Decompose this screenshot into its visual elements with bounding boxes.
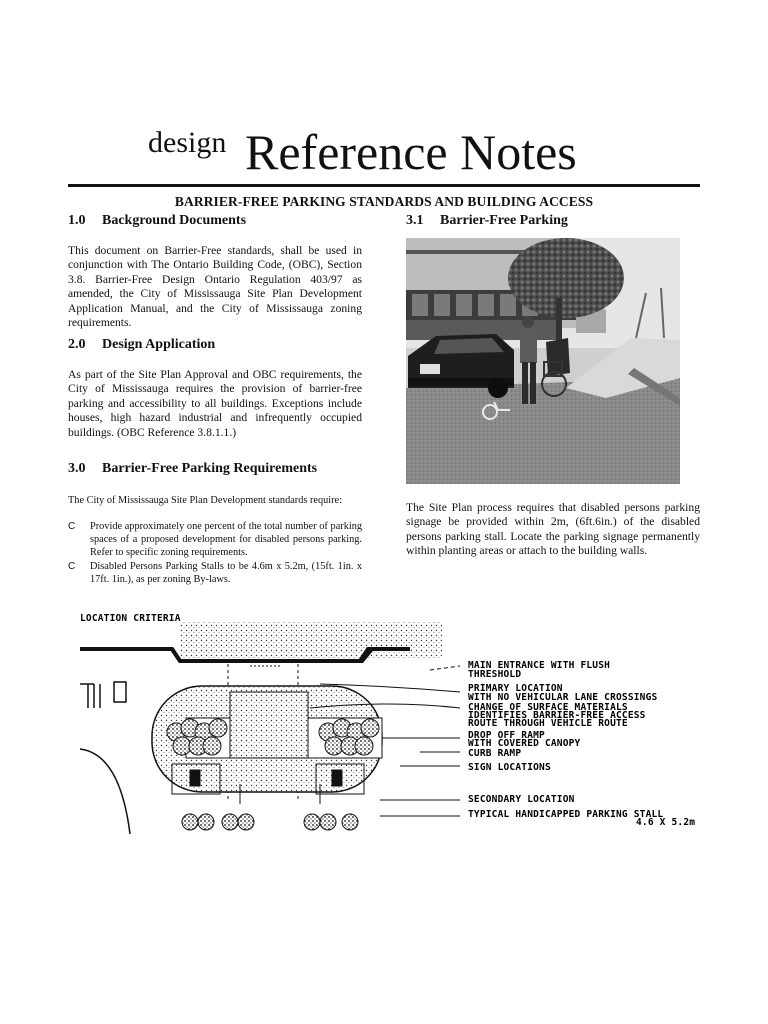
section-2-body: As part of the Site Plan Approval and OBC requirements, the City of Mississauga requires the provision of barrier-free parking and accessibility to all buildings. Exceptions include houses, high hazard industrial and infrequently occupied buildings. (OBC Reference 3.8.1.1.) [68,368,362,439]
masthead [0,112,768,182]
diagram-label: IDENTIFIES BARRIER-FREE ACCESS [468,710,646,721]
section-3-number: 3.0 [68,461,86,476]
diagram-label: TYPICAL HANDICAPPED PARKING STALL [468,809,664,820]
masthead-title: Reference Notes [245,124,577,180]
diagram-label: MAIN ENTRANCE WITH FLUSH [468,660,611,671]
section-2-heading [68,337,215,353]
section-3-intro: The City of Mississauga Site Plan Development standards require: [68,495,342,506]
section-2-number: 2.0 [68,337,86,352]
diagram-label: ROUTE THROUGH VEHICLE ROUTE [468,718,628,729]
diagram-label: 4.6 X 5.2m [636,817,696,828]
section-1-body: This document on Barrier-Free standards, shall be used in conjunction with The Ontario Building Code, (OBC), Section 3.8. Barrier-Free Design Ontario Regulation 403/97 as amended, the City of Mississauga Site Plan Development Application Manual, and the City of Mississauga zoning requirements. [68,244,362,330]
diagram-label: SECONDARY LOCATION [468,794,575,805]
header-rule [68,184,700,187]
section-31-heading [406,213,568,229]
section-1-heading [68,213,246,229]
bullet-mark: C [68,561,76,572]
diagram-label: WITH COVERED CANOPY [468,738,581,749]
bullet-text: Provide approximately one percent of the total number of parking spaces of a proposed development for disabled persons parking. Refer to specific zoning requirements. [90,521,362,558]
diagram-label: THRESHOLD [468,669,522,680]
section-31-title: Barrier-Free Parking [440,213,568,228]
list-item [68,560,362,588]
page-subtitle: BARRIER-FREE PARKING STANDARDS AND BUILDING ACCESS [174,194,594,209]
diagram-label: SIGN LOCATIONS [468,762,551,773]
diagram-label: CURB RAMP [468,748,522,759]
diagram-title: LOCATION CRITERIA [80,613,181,624]
section-1-title: Background Documents [102,213,247,228]
section-3-title: Barrier-Free Parking Requirements [102,461,318,476]
section-3-heading [68,461,317,477]
masthead-prefix: design [148,126,227,159]
section-2-title: Design Application [102,337,216,352]
parking-photo [406,238,680,484]
section-1-number: 1.0 [68,213,86,228]
diagram-label: CHANGE OF SURFACE MATERIALS [468,702,628,713]
diagram-label: WITH NO VEHICULAR LANE CROSSINGS [468,692,658,703]
bullet-mark: C [68,521,76,532]
diagram-label: DROP OFF RAMP [468,730,545,741]
list-item [68,520,362,560]
section-31-body: The Site Plan process requires that disabled persons parking signage be provided within 2m, (6ft.6in.) of the disabled persons parking stall. Locate the parking signage permanently within planting areas or attach to the building walls. [406,501,700,558]
section-31-number: 3.1 [406,213,424,228]
bullet-text: Disabled Persons Parking Stalls to be 4.6m x 5.2m, (15ft. 1in. x 17ft. 1in.), as per zoning By-laws. [90,561,362,585]
location-criteria-diagram [80,604,700,840]
diagram-label: PRIMARY LOCATION [468,683,563,694]
